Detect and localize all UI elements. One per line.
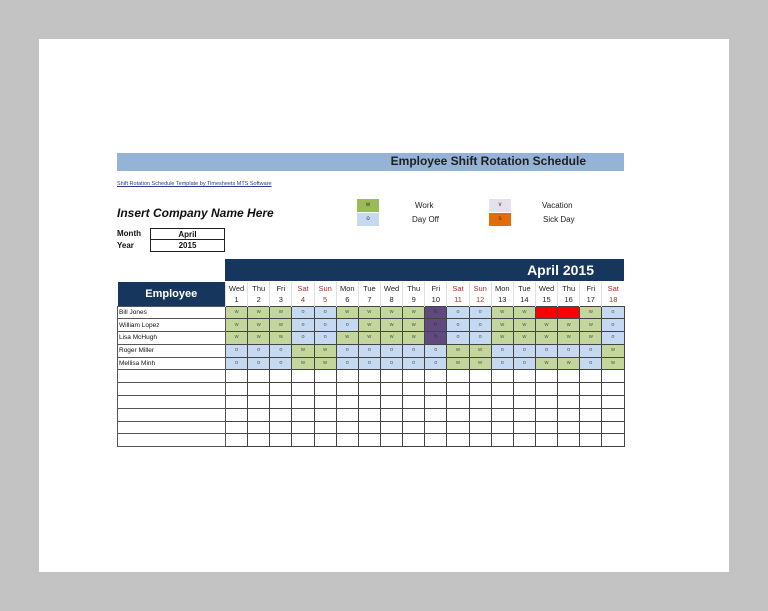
shift-cell[interactable]: [580, 370, 602, 383]
shift-cell[interactable]: [425, 396, 447, 409]
day-number: 13: [498, 294, 507, 304]
shift-cell[interactable]: o: [447, 306, 469, 319]
day-number: 17: [586, 294, 595, 304]
month-field[interactable]: April: [150, 228, 225, 240]
day-header: [491, 282, 513, 306]
shift-cell[interactable]: [336, 396, 358, 409]
shift-cell[interactable]: h: [425, 319, 447, 332]
shift-cell[interactable]: w: [535, 332, 557, 345]
shift-cell[interactable]: w: [226, 306, 248, 319]
day-header: [270, 282, 292, 306]
shift-cell[interactable]: [380, 383, 402, 396]
shift-cell[interactable]: w: [403, 332, 425, 345]
shift-cell[interactable]: [602, 434, 624, 447]
shift-cell[interactable]: [226, 421, 248, 434]
shift-cell[interactable]: [403, 383, 425, 396]
shift-cell[interactable]: o: [270, 344, 292, 357]
shift-cell[interactable]: [580, 383, 602, 396]
day-number: 4: [300, 294, 306, 304]
legend-work-swatch: w: [357, 199, 379, 212]
legend-sick-label: Sick Day: [543, 215, 575, 224]
day-of-week: Fri: [276, 283, 286, 293]
shift-cell[interactable]: w: [358, 332, 380, 345]
shift-cell[interactable]: o: [336, 344, 358, 357]
shift-cell[interactable]: [270, 383, 292, 396]
shift-cell[interactable]: [358, 383, 380, 396]
year-label: Year: [117, 241, 134, 250]
shift-cell[interactable]: w: [248, 332, 270, 345]
day-number: 11: [454, 294, 462, 304]
shift-cell[interactable]: w: [292, 357, 314, 370]
shift-cell[interactable]: w: [292, 344, 314, 357]
shift-cell[interactable]: w: [403, 306, 425, 319]
shift-cell[interactable]: [469, 434, 491, 447]
shift-cell[interactable]: o: [314, 319, 336, 332]
title-bar: [117, 153, 624, 171]
table-row: [118, 344, 625, 357]
table-row: [118, 306, 625, 319]
shift-cell[interactable]: w: [270, 306, 292, 319]
day-number: 16: [564, 294, 573, 304]
shift-cell[interactable]: [358, 434, 380, 447]
shift-cell[interactable]: w: [469, 344, 491, 357]
day-number: 6: [345, 294, 350, 304]
employee-name-cell[interactable]: Lisa McHugh: [118, 332, 226, 345]
shift-cell[interactable]: [226, 383, 248, 396]
shift-cell[interactable]: [469, 396, 491, 409]
day-header: [292, 282, 314, 306]
shift-cell[interactable]: [558, 408, 580, 421]
shift-cell[interactable]: [447, 408, 469, 421]
day-of-week: Mon: [494, 283, 510, 293]
shift-cell[interactable]: [513, 408, 535, 421]
shift-cell[interactable]: o: [602, 332, 624, 345]
empty-table-row: [118, 396, 625, 409]
shift-cell[interactable]: [602, 408, 624, 421]
shift-cell[interactable]: o: [513, 344, 535, 357]
day-number: 14: [520, 294, 529, 304]
employee-name-cell[interactable]: William Lopez: [118, 319, 226, 332]
shift-cell[interactable]: [336, 408, 358, 421]
shift-cell[interactable]: o: [447, 319, 469, 332]
shift-cell[interactable]: [447, 396, 469, 409]
shift-cell[interactable]: [380, 408, 402, 421]
day-header-row: [118, 282, 625, 306]
shift-cell[interactable]: w: [336, 306, 358, 319]
shift-cell[interactable]: [580, 408, 602, 421]
shift-cell[interactable]: w: [558, 332, 580, 345]
shift-cell[interactable]: [558, 383, 580, 396]
shift-cell[interactable]: w: [513, 332, 535, 345]
day-of-week: Wed: [383, 283, 400, 293]
shift-cell[interactable]: [292, 383, 314, 396]
day-number: 18: [609, 294, 618, 304]
shift-cell[interactable]: [314, 370, 336, 383]
day-of-week: Thu: [252, 283, 266, 293]
shift-cell[interactable]: o: [226, 344, 248, 357]
shift-cell[interactable]: [513, 396, 535, 409]
shift-cell[interactable]: [336, 421, 358, 434]
shift-cell[interactable]: o: [292, 332, 314, 345]
day-of-week: Wed: [228, 283, 245, 293]
shift-cell[interactable]: w: [580, 319, 602, 332]
day-header: [580, 282, 602, 306]
shift-cell[interactable]: w: [226, 319, 248, 332]
table-row: [118, 332, 625, 345]
shift-cell[interactable]: w: [602, 344, 624, 357]
shift-cell[interactable]: [469, 383, 491, 396]
shift-cell[interactable]: [602, 421, 624, 434]
month-header-bar: [225, 259, 624, 281]
shift-cell[interactable]: [447, 421, 469, 434]
day-header: [403, 282, 425, 306]
shift-cell[interactable]: w: [248, 306, 270, 319]
shift-cell[interactable]: [380, 396, 402, 409]
shift-cell[interactable]: [314, 383, 336, 396]
shift-cell[interactable]: h: [425, 306, 447, 319]
shift-cell[interactable]: [425, 408, 447, 421]
shift-cell[interactable]: [535, 396, 557, 409]
employee-name-cell[interactable]: Bill Jones: [118, 306, 226, 319]
shift-cell[interactable]: [336, 370, 358, 383]
day-number: 12: [475, 294, 485, 304]
shift-cell[interactable]: [292, 396, 314, 409]
shift-cell[interactable]: o: [358, 357, 380, 370]
employee-column-header: Employee: [118, 282, 226, 306]
shift-cell[interactable]: [602, 396, 624, 409]
shift-cell[interactable]: [491, 383, 513, 396]
shift-cell[interactable]: [469, 408, 491, 421]
shift-cell[interactable]: [380, 370, 402, 383]
shift-cell[interactable]: [513, 421, 535, 434]
shift-cell[interactable]: o: [580, 344, 602, 357]
shift-cell[interactable]: [491, 434, 513, 447]
shift-cell[interactable]: w: [535, 357, 557, 370]
shift-cell[interactable]: [358, 396, 380, 409]
day-header: [558, 282, 580, 306]
employee-name-cell[interactable]: Roger Miller: [118, 344, 226, 357]
shift-cell[interactable]: o: [513, 357, 535, 370]
day-header: [358, 282, 380, 306]
empty-table-row: [118, 421, 625, 434]
shift-cell[interactable]: [535, 408, 557, 421]
employee-name-cell[interactable]: [118, 383, 226, 396]
day-of-week: Sat: [452, 283, 464, 293]
shift-cell[interactable]: [358, 421, 380, 434]
day-header: [602, 282, 624, 306]
shift-cell[interactable]: [558, 421, 580, 434]
month-label: Month: [117, 229, 141, 238]
shift-cell[interactable]: [226, 370, 248, 383]
employee-name-cell[interactable]: [118, 408, 226, 421]
shift-cell[interactable]: [314, 408, 336, 421]
day-number: 1: [234, 294, 239, 304]
shift-cell[interactable]: h: [425, 332, 447, 345]
shift-cell[interactable]: [248, 434, 270, 447]
shift-cell[interactable]: [226, 434, 248, 447]
shift-cell[interactable]: [535, 383, 557, 396]
shift-cell[interactable]: o: [558, 344, 580, 357]
day-header: [425, 282, 447, 306]
shift-cell[interactable]: [358, 370, 380, 383]
shift-cell[interactable]: [248, 396, 270, 409]
shift-cell[interactable]: o: [602, 319, 624, 332]
day-header: [380, 282, 402, 306]
shift-cell[interactable]: [425, 383, 447, 396]
shift-cell[interactable]: [403, 370, 425, 383]
month-title: April 2015: [527, 262, 594, 278]
credit-link[interactable]: Shift Rotation Schedule Template by Timesheets MTS Software: [117, 181, 272, 187]
shift-cell[interactable]: [292, 434, 314, 447]
shift-cell[interactable]: [270, 396, 292, 409]
shift-cell[interactable]: [580, 434, 602, 447]
empty-table-row: [118, 408, 625, 421]
shift-cell[interactable]: w: [447, 357, 469, 370]
day-number: 8: [389, 294, 394, 304]
day-header: [248, 282, 270, 306]
shift-cell[interactable]: w: [314, 357, 336, 370]
shift-cell[interactable]: o: [403, 357, 425, 370]
shift-cell[interactable]: [469, 421, 491, 434]
shift-cell[interactable]: w: [380, 319, 402, 332]
shift-cell[interactable]: [491, 421, 513, 434]
day-of-week: Sat: [297, 283, 309, 293]
shift-cell[interactable]: w: [580, 332, 602, 345]
shift-cell[interactable]: o: [535, 344, 557, 357]
shift-cell[interactable]: [270, 370, 292, 383]
shift-cell[interactable]: o: [580, 357, 602, 370]
shift-cell[interactable]: [447, 383, 469, 396]
shift-cell[interactable]: o: [403, 344, 425, 357]
day-of-week: Sun: [318, 283, 332, 293]
employee-name-cell[interactable]: [118, 434, 226, 447]
day-header: [513, 282, 535, 306]
empty-table-row: [118, 370, 625, 383]
day-of-week: Thu: [407, 283, 421, 293]
shift-cell[interactable]: [403, 408, 425, 421]
day-number: 10: [431, 294, 440, 304]
shift-cell[interactable]: [491, 396, 513, 409]
day-number: 5: [323, 294, 328, 304]
shift-cell[interactable]: [535, 434, 557, 447]
shift-cell[interactable]: [491, 408, 513, 421]
shift-cell[interactable]: [558, 434, 580, 447]
shift-cell[interactable]: w: [602, 357, 624, 370]
company-name[interactable]: Insert Company Name Here: [117, 206, 274, 220]
shift-cell[interactable]: [270, 434, 292, 447]
shift-cell[interactable]: w: [491, 306, 513, 319]
shift-cell[interactable]: [336, 434, 358, 447]
employee-name-cell[interactable]: [118, 396, 226, 409]
shift-cell[interactable]: [403, 421, 425, 434]
shift-cell[interactable]: o: [469, 332, 491, 345]
shift-cell[interactable]: [447, 370, 469, 383]
shift-cell[interactable]: [248, 383, 270, 396]
day-number: 7: [367, 294, 372, 304]
day-number: 3: [278, 294, 283, 304]
shift-cell[interactable]: [380, 434, 402, 447]
shift-cell[interactable]: [535, 421, 557, 434]
shift-cell[interactable]: w: [358, 306, 380, 319]
shift-cell[interactable]: o: [491, 344, 513, 357]
shift-cell[interactable]: w: [270, 319, 292, 332]
shift-cell[interactable]: w: [491, 319, 513, 332]
day-number: 2: [256, 294, 261, 304]
day-header: [226, 282, 248, 306]
day-of-week: Fri: [431, 283, 441, 293]
table-row: [118, 319, 625, 332]
legend-work-label: Work: [415, 201, 434, 210]
shift-cell[interactable]: w: [558, 319, 580, 332]
shift-cell[interactable]: [535, 370, 557, 383]
day-number: 9: [411, 294, 416, 304]
day-of-week: Tue: [363, 283, 376, 293]
day-header: [447, 282, 469, 306]
shift-cell[interactable]: [336, 383, 358, 396]
day-header: [314, 282, 336, 306]
shift-cell[interactable]: o: [270, 357, 292, 370]
day-header: [535, 282, 557, 306]
day-of-week: Mon: [339, 283, 355, 293]
shift-cell[interactable]: [580, 421, 602, 434]
shift-cell[interactable]: w: [314, 344, 336, 357]
shift-cell[interactable]: [358, 408, 380, 421]
shift-cell[interactable]: w: [513, 319, 535, 332]
legend-dayoff-swatch: o: [357, 213, 379, 226]
shift-cell[interactable]: w: [558, 357, 580, 370]
shift-cell[interactable]: [314, 434, 336, 447]
shift-cell[interactable]: [314, 396, 336, 409]
shift-cell[interactable]: [292, 370, 314, 383]
shift-cell[interactable]: o: [491, 357, 513, 370]
employee-name-cell[interactable]: Mellisa Minh: [118, 357, 226, 370]
shift-cell[interactable]: [513, 434, 535, 447]
shift-cell[interactable]: o: [469, 306, 491, 319]
shift-cell[interactable]: w: [403, 319, 425, 332]
shift-cell[interactable]: w: [358, 319, 380, 332]
shift-cell[interactable]: [270, 408, 292, 421]
day-header: [469, 282, 491, 306]
shift-cell[interactable]: o: [380, 344, 402, 357]
shift-cell[interactable]: o: [292, 319, 314, 332]
shift-cell[interactable]: [469, 370, 491, 383]
shift-cell[interactable]: o: [226, 357, 248, 370]
shift-cell[interactable]: [248, 408, 270, 421]
shift-cell[interactable]: o: [425, 344, 447, 357]
empty-table-row: [118, 434, 625, 447]
shift-cell[interactable]: [380, 421, 402, 434]
day-of-week: Tue: [518, 283, 531, 293]
shift-cell[interactable]: [425, 370, 447, 383]
legend-vacation-label: Vacation: [542, 201, 573, 210]
empty-table-row: [118, 383, 625, 396]
shift-cell[interactable]: o: [292, 306, 314, 319]
shift-cell[interactable]: [491, 370, 513, 383]
shift-cell[interactable]: s: [535, 306, 557, 319]
shift-cell[interactable]: [425, 421, 447, 434]
year-field[interactable]: 2015: [150, 240, 225, 252]
shift-cell[interactable]: s: [558, 306, 580, 319]
day-of-week: Thu: [562, 283, 576, 293]
legend-sick-swatch: s: [489, 213, 511, 226]
shift-cell[interactable]: o: [469, 319, 491, 332]
employee-name-cell[interactable]: [118, 370, 226, 383]
shift-cell[interactable]: o: [248, 357, 270, 370]
shift-cell[interactable]: w: [580, 306, 602, 319]
shift-cell[interactable]: [580, 396, 602, 409]
day-number: 15: [542, 294, 551, 304]
shift-cell[interactable]: [248, 421, 270, 434]
schedule-table: [117, 282, 625, 447]
shift-cell[interactable]: o: [380, 357, 402, 370]
shift-cell[interactable]: w: [248, 319, 270, 332]
shift-cell[interactable]: [270, 421, 292, 434]
day-of-week: Sun: [473, 283, 487, 293]
shift-cell[interactable]: [602, 383, 624, 396]
shift-cell[interactable]: w: [469, 357, 491, 370]
shift-cell[interactable]: w: [380, 306, 402, 319]
legend-vacation-swatch: v: [489, 199, 511, 212]
shift-cell[interactable]: o: [336, 357, 358, 370]
shift-cell[interactable]: w: [336, 332, 358, 345]
shift-cell[interactable]: o: [425, 357, 447, 370]
shift-cell[interactable]: o: [447, 332, 469, 345]
schedule-body: [118, 306, 625, 447]
shift-cell[interactable]: [425, 434, 447, 447]
shift-cell[interactable]: o: [602, 306, 624, 319]
page-title: Employee Shift Rotation Schedule: [390, 154, 586, 168]
shift-cell[interactable]: o: [314, 306, 336, 319]
shift-cell[interactable]: w: [447, 344, 469, 357]
shift-cell[interactable]: [403, 434, 425, 447]
shift-cell[interactable]: [602, 370, 624, 383]
shift-cell[interactable]: o: [336, 319, 358, 332]
shift-cell[interactable]: w: [535, 319, 557, 332]
legend-dayoff-label: Day Off: [412, 215, 439, 224]
shift-cell[interactable]: w: [380, 332, 402, 345]
shift-cell[interactable]: w: [226, 332, 248, 345]
shift-cell[interactable]: [248, 370, 270, 383]
day-of-week: Sat: [607, 283, 619, 293]
shift-cell[interactable]: o: [358, 344, 380, 357]
shift-cell[interactable]: [558, 370, 580, 383]
shift-cell[interactable]: [558, 396, 580, 409]
day-of-week: Fri: [586, 283, 596, 293]
shift-cell[interactable]: w: [513, 306, 535, 319]
shift-cell[interactable]: o: [248, 344, 270, 357]
shift-cell[interactable]: [292, 408, 314, 421]
shift-cell[interactable]: w: [270, 332, 292, 345]
shift-cell[interactable]: [226, 408, 248, 421]
shift-cell[interactable]: [403, 396, 425, 409]
shift-cell[interactable]: [292, 421, 314, 434]
table-row: [118, 357, 625, 370]
shift-cell[interactable]: w: [491, 332, 513, 345]
shift-cell[interactable]: [513, 383, 535, 396]
shift-cell[interactable]: [314, 421, 336, 434]
employee-name-cell[interactable]: [118, 421, 226, 434]
day-header: [336, 282, 358, 306]
shift-cell[interactable]: [447, 434, 469, 447]
shift-cell[interactable]: [513, 370, 535, 383]
shift-cell[interactable]: [226, 396, 248, 409]
day-of-week: Wed: [538, 283, 555, 293]
shift-cell[interactable]: o: [314, 332, 336, 345]
